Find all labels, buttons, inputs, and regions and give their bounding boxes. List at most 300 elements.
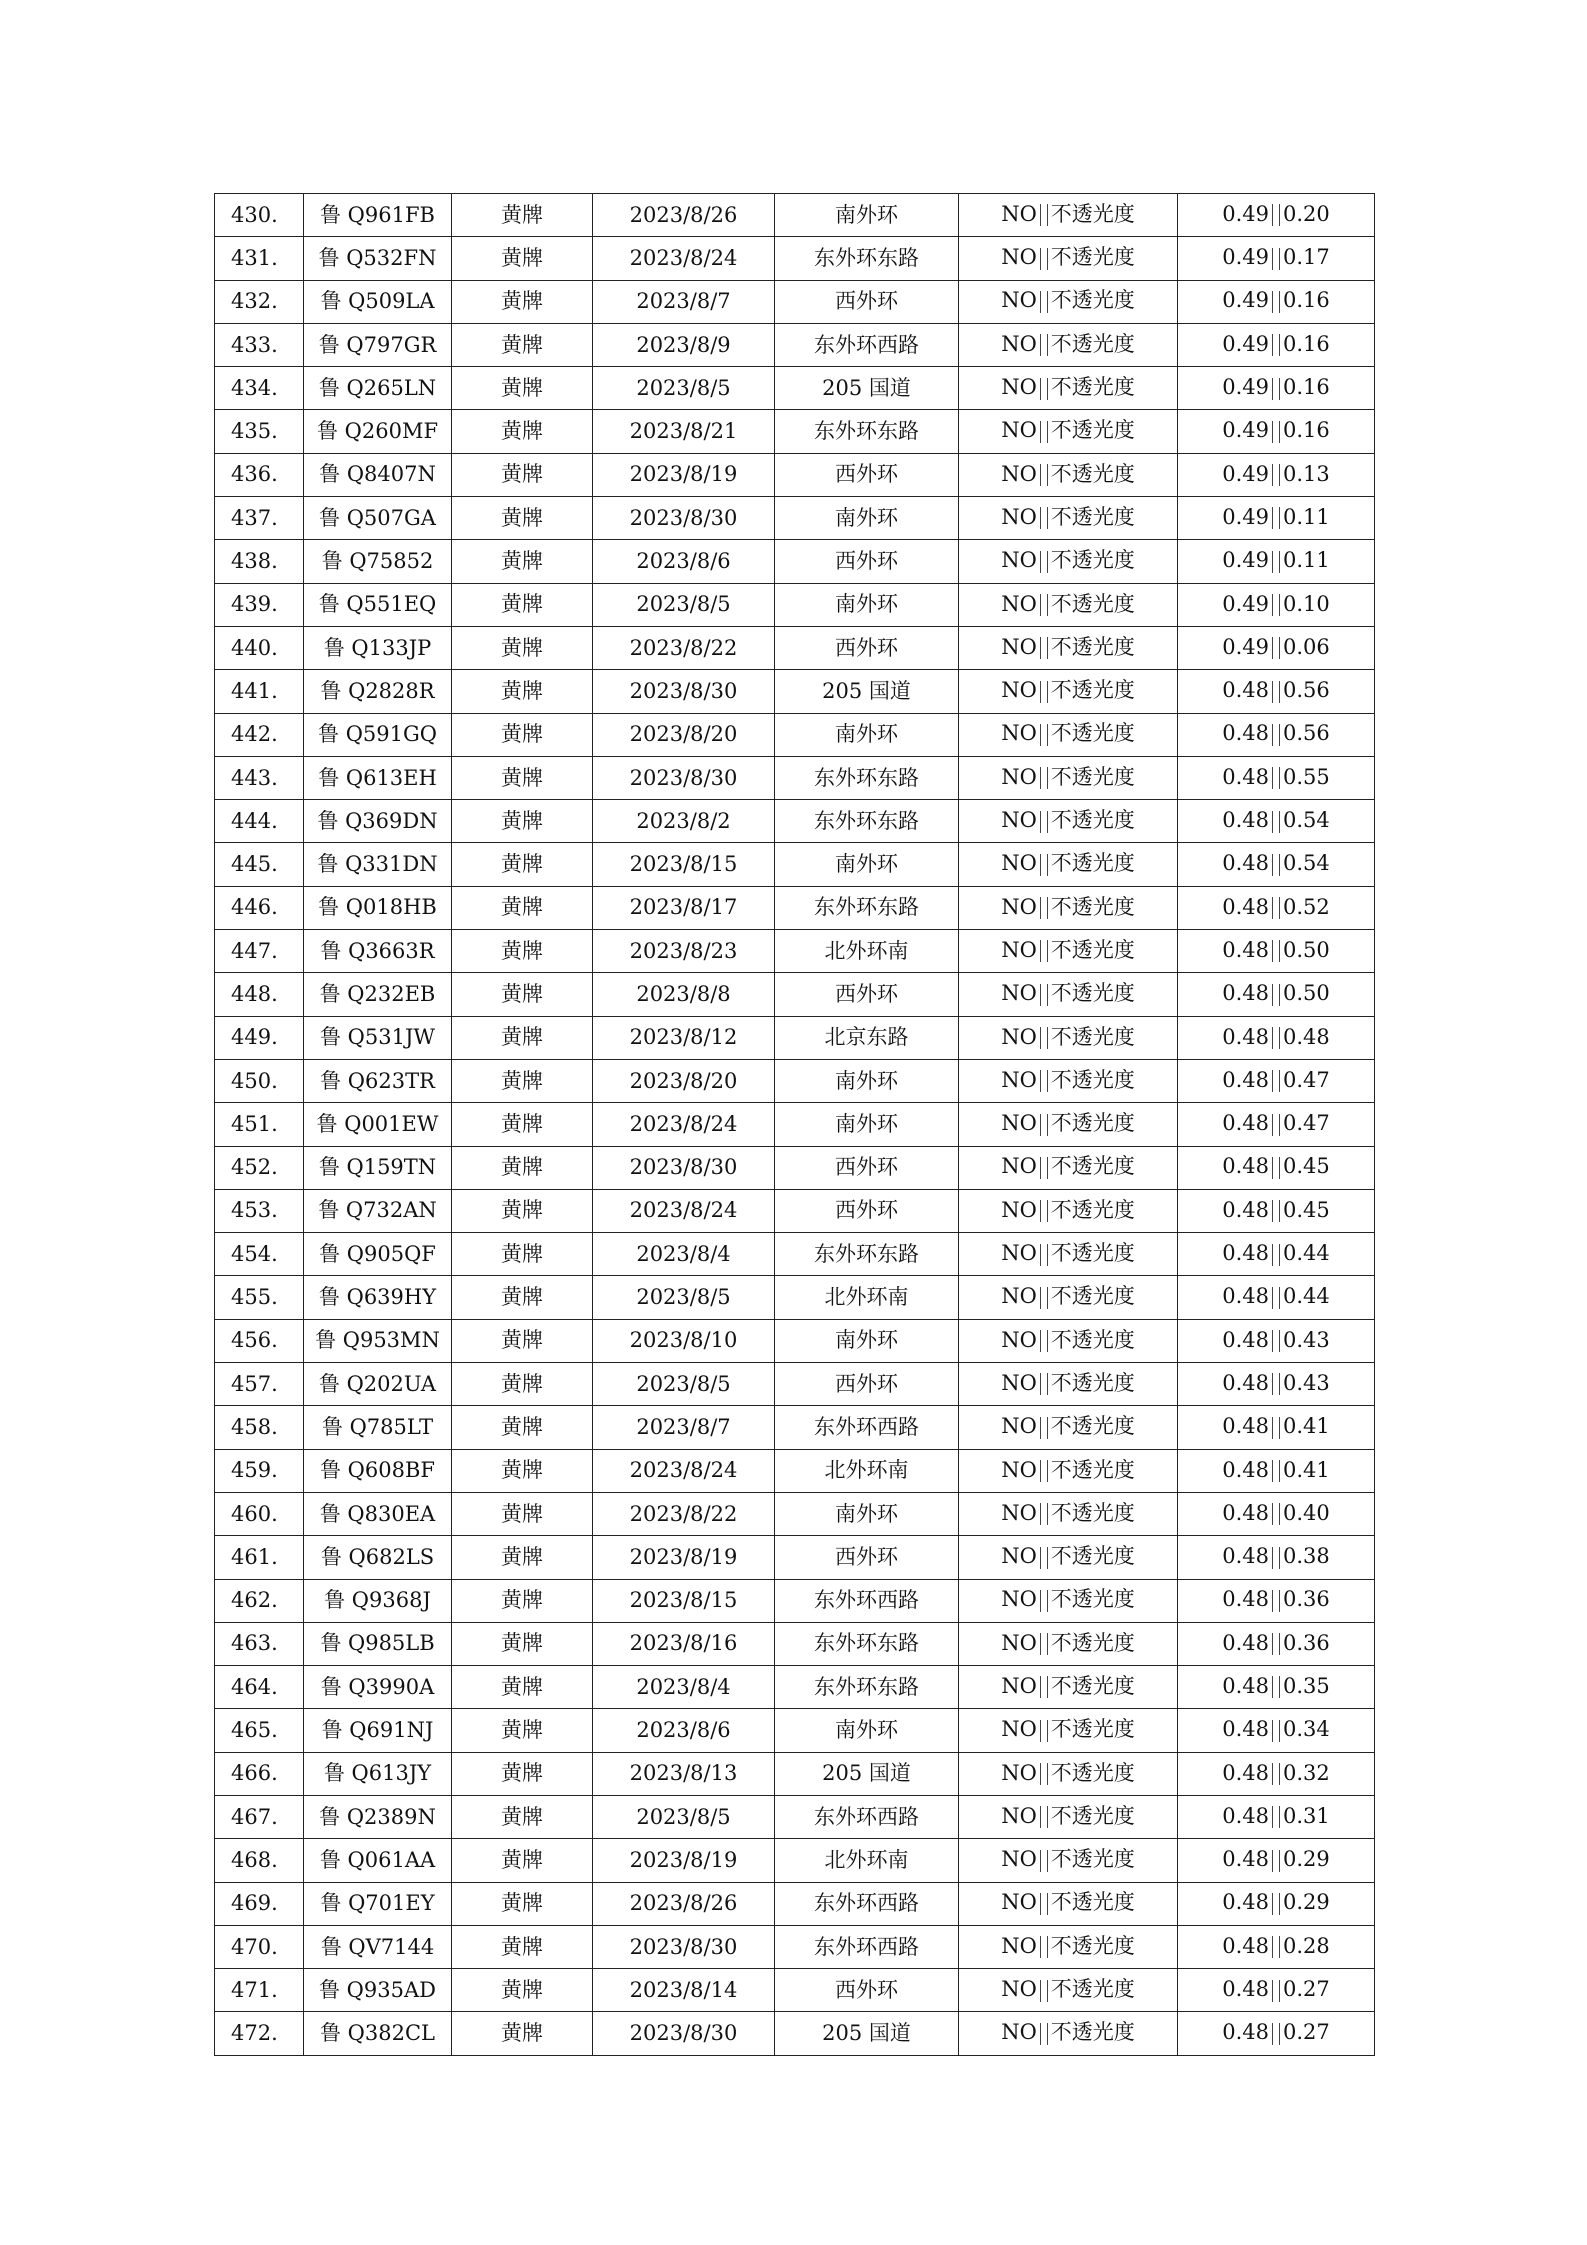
- separator-bar: [1279, 1633, 1280, 1655]
- measured-value: 0.56: [1283, 678, 1330, 703]
- plate-number: 鲁 Q682LS: [304, 1536, 452, 1579]
- separator-bar: [1047, 681, 1048, 703]
- separator-bar: [1040, 1547, 1041, 1569]
- separator-bar: [1040, 1070, 1041, 1092]
- separator-bar: [1047, 1893, 1048, 1915]
- measured-value: 0.56: [1283, 721, 1330, 746]
- result-cell: [959, 1406, 1178, 1449]
- limit-value: 0.49: [1222, 331, 1269, 356]
- separator-bar: [1047, 421, 1048, 443]
- separator-bar: [1272, 1330, 1273, 1352]
- limit-value: 0.49: [1222, 634, 1269, 659]
- measured-value: 0.29: [1283, 1847, 1330, 1872]
- plate-color: 黄牌: [452, 1666, 593, 1709]
- measured-value: 0.16: [1283, 288, 1330, 313]
- inspection-road: 东外环西路: [775, 1579, 959, 1622]
- measured-value: 0.45: [1283, 1197, 1330, 1222]
- row-index: 467.: [215, 1795, 304, 1838]
- result-cell: [959, 1969, 1178, 2012]
- row-index: 439.: [215, 583, 304, 626]
- plate-number: 鲁 Q018HB: [304, 886, 452, 929]
- row-index: 447.: [215, 930, 304, 973]
- table-row: [215, 1319, 1375, 1362]
- inspection-date: 2023/8/5: [593, 583, 775, 626]
- separator-bar: [1279, 1330, 1280, 1352]
- limit-value: 0.48: [1222, 678, 1269, 703]
- row-index: 431.: [215, 237, 304, 280]
- inspection-date: 2023/8/6: [593, 1709, 775, 1752]
- result-flag: NO: [1001, 937, 1037, 962]
- inspection-date: 2023/8/7: [593, 280, 775, 323]
- inspection-date: 2023/8/22: [593, 626, 775, 669]
- separator-bar: [1272, 811, 1273, 833]
- plate-color: 黄牌: [452, 453, 593, 496]
- table-row: [215, 1492, 1375, 1535]
- measured-value: 0.44: [1283, 1241, 1330, 1266]
- separator-bar: [1047, 1720, 1048, 1742]
- separator-bar: [1279, 940, 1280, 962]
- test-type: 不透光度: [1050, 1414, 1135, 1439]
- result-cell: [959, 1319, 1178, 1362]
- inspection-date: 2023/8/23: [593, 930, 775, 973]
- inspection-road: 南外环: [775, 713, 959, 756]
- plate-color: 黄牌: [452, 843, 593, 886]
- separator-bar: [1040, 248, 1041, 270]
- table-row: [215, 237, 1375, 280]
- separator-bar: [1272, 334, 1273, 356]
- result-cell: [959, 497, 1178, 540]
- separator-bar: [1040, 551, 1041, 573]
- limit-value: 0.49: [1222, 375, 1269, 400]
- result-flag: NO: [1001, 1154, 1037, 1179]
- inspection-date: 2023/8/30: [593, 1146, 775, 1189]
- row-index: 449.: [215, 1016, 304, 1059]
- result-cell: [959, 713, 1178, 756]
- result-flag: NO: [1001, 331, 1037, 356]
- separator-bar: [1047, 464, 1048, 486]
- plate-number: 鲁 Q9368J: [304, 1579, 452, 1622]
- separator-bar: [1279, 854, 1280, 876]
- plate-color: 黄牌: [452, 1016, 593, 1059]
- inspection-date: 2023/8/5: [593, 1276, 775, 1319]
- inspection-road: 205 国道: [775, 2012, 959, 2055]
- measure-cell: [1178, 1406, 1375, 1449]
- row-index: 451.: [215, 1103, 304, 1146]
- limit-value: 0.48: [1222, 1024, 1269, 1049]
- separator-bar: [1040, 1417, 1041, 1439]
- separator-bar: [1040, 1763, 1041, 1785]
- row-index: 455.: [215, 1276, 304, 1319]
- result-cell: [959, 1579, 1178, 1622]
- table-row: [215, 1059, 1375, 1102]
- limit-value: 0.49: [1222, 548, 1269, 573]
- result-flag: NO: [1001, 1544, 1037, 1569]
- separator-bar: [1040, 854, 1041, 876]
- limit-value: 0.48: [1222, 1327, 1269, 1352]
- inspection-road: 北外环南: [775, 930, 959, 973]
- measure-cell: [1178, 453, 1375, 496]
- table-row: [215, 1622, 1375, 1665]
- result-flag: NO: [1001, 851, 1037, 876]
- test-type: 不透光度: [1050, 1760, 1135, 1785]
- test-type: 不透光度: [1050, 1024, 1135, 1049]
- inspection-date: 2023/8/15: [593, 1579, 775, 1622]
- plate-color: 黄牌: [452, 1146, 593, 1189]
- plate-number: 鲁 Q202UA: [304, 1363, 452, 1406]
- result-flag: NO: [1001, 634, 1037, 659]
- test-type: 不透光度: [1050, 504, 1135, 529]
- measured-value: 0.38: [1283, 1544, 1330, 1569]
- table-row: [215, 367, 1375, 410]
- test-type: 不透光度: [1050, 1457, 1135, 1482]
- test-type: 不透光度: [1050, 461, 1135, 486]
- result-flag: NO: [1001, 375, 1037, 400]
- separator-bar: [1040, 897, 1041, 919]
- table-row: [215, 1146, 1375, 1189]
- plate-number: 鲁 Q591GQ: [304, 713, 452, 756]
- inspection-date: 2023/8/19: [593, 1839, 775, 1882]
- measure-cell: [1178, 1579, 1375, 1622]
- result-flag: NO: [1001, 1327, 1037, 1352]
- separator-bar: [1272, 421, 1273, 443]
- result-flag: NO: [1001, 1111, 1037, 1136]
- result-cell: [959, 323, 1178, 366]
- result-flag: NO: [1001, 721, 1037, 746]
- inspection-road: 西外环: [775, 540, 959, 583]
- plate-number: 鲁 Q531JW: [304, 1016, 452, 1059]
- separator-bar: [1040, 1850, 1041, 1872]
- separator-bar: [1040, 724, 1041, 746]
- row-index: 435.: [215, 410, 304, 453]
- separator-bar: [1279, 1980, 1280, 2002]
- inspection-date: 2023/8/30: [593, 1925, 775, 1968]
- separator-bar: [1040, 204, 1041, 226]
- inspection-road: 205 国道: [775, 367, 959, 410]
- separator-bar: [1040, 637, 1041, 659]
- separator-bar: [1047, 984, 1048, 1006]
- separator-bar: [1279, 1676, 1280, 1698]
- inspection-road: 南外环: [775, 1319, 959, 1362]
- inspection-road: 东外环西路: [775, 1925, 959, 1968]
- limit-value: 0.48: [1222, 1241, 1269, 1266]
- table-row: [215, 1449, 1375, 1492]
- row-index: 445.: [215, 843, 304, 886]
- measured-value: 0.29: [1283, 1890, 1330, 1915]
- separator-bar: [1272, 1980, 1273, 2002]
- separator-bar: [1040, 1720, 1041, 1742]
- separator-bar: [1047, 940, 1048, 962]
- inspection-date: 2023/8/30: [593, 756, 775, 799]
- plate-color: 黄牌: [452, 1276, 593, 1319]
- separator-bar: [1279, 1547, 1280, 1569]
- row-index: 463.: [215, 1622, 304, 1665]
- measure-cell: [1178, 1709, 1375, 1752]
- inspection-road: 205 国道: [775, 1752, 959, 1795]
- separator-bar: [1272, 1850, 1273, 1872]
- test-type: 不透光度: [1050, 851, 1135, 876]
- inspection-date: 2023/8/15: [593, 843, 775, 886]
- result-flag: NO: [1001, 1977, 1037, 2002]
- measured-value: 0.54: [1283, 851, 1330, 876]
- separator-bar: [1040, 594, 1041, 616]
- plate-number: 鲁 Q001EW: [304, 1103, 452, 1146]
- row-index: 440.: [215, 626, 304, 669]
- plate-color: 黄牌: [452, 323, 593, 366]
- separator-bar: [1040, 1893, 1041, 1915]
- measured-value: 0.48: [1283, 1024, 1330, 1049]
- measured-value: 0.47: [1283, 1111, 1330, 1136]
- separator-bar: [1272, 1806, 1273, 1828]
- separator-bar: [1279, 248, 1280, 270]
- measure-cell: [1178, 800, 1375, 843]
- inspection-road: 西外环: [775, 1146, 959, 1189]
- separator-bar: [1047, 1676, 1048, 1698]
- separator-bar: [1279, 1027, 1280, 1049]
- plate-color: 黄牌: [452, 930, 593, 973]
- measure-cell: [1178, 670, 1375, 713]
- table-row: [215, 583, 1375, 626]
- test-type: 不透光度: [1050, 1544, 1135, 1569]
- table-row: [215, 453, 1375, 496]
- result-cell: [959, 1103, 1178, 1146]
- separator-bar: [1279, 897, 1280, 919]
- inspection-road: 北外环南: [775, 1839, 959, 1882]
- table-row: [215, 843, 1375, 886]
- separator-bar: [1047, 1330, 1048, 1352]
- result-flag: NO: [1001, 548, 1037, 573]
- test-type: 不透光度: [1050, 591, 1135, 616]
- measure-cell: [1178, 886, 1375, 929]
- plate-color: 黄牌: [452, 1363, 593, 1406]
- result-flag: NO: [1001, 1890, 1037, 1915]
- measure-cell: [1178, 237, 1375, 280]
- row-index: 436.: [215, 453, 304, 496]
- test-type: 不透光度: [1050, 2020, 1135, 2045]
- separator-bar: [1272, 464, 1273, 486]
- separator-bar: [1279, 551, 1280, 573]
- inspection-date: 2023/8/10: [593, 1319, 775, 1362]
- separator-bar: [1047, 1503, 1048, 1525]
- row-index: 472.: [215, 2012, 304, 2055]
- measure-cell: [1178, 1622, 1375, 1665]
- result-cell: [959, 1925, 1178, 1968]
- test-type: 不透光度: [1050, 1067, 1135, 1092]
- plate-color: 黄牌: [452, 1709, 593, 1752]
- separator-bar: [1279, 1287, 1280, 1309]
- plate-number: 鲁 Q613JY: [304, 1752, 452, 1795]
- result-cell: [959, 930, 1178, 973]
- table-row: [215, 1016, 1375, 1059]
- limit-value: 0.48: [1222, 1284, 1269, 1309]
- table-row: [215, 1189, 1375, 1232]
- separator-bar: [1272, 940, 1273, 962]
- separator-bar: [1047, 767, 1048, 789]
- measure-cell: [1178, 1882, 1375, 1925]
- separator-bar: [1272, 1590, 1273, 1612]
- test-type: 不透光度: [1050, 721, 1135, 746]
- inspection-date: 2023/8/26: [593, 1882, 775, 1925]
- inspection-date: 2023/8/5: [593, 367, 775, 410]
- limit-value: 0.48: [1222, 1414, 1269, 1439]
- table-row: [215, 1579, 1375, 1622]
- separator-bar: [1047, 1070, 1048, 1092]
- separator-bar: [1047, 1417, 1048, 1439]
- table-row: [215, 930, 1375, 973]
- plate-color: 黄牌: [452, 497, 593, 540]
- inspection-date: 2023/8/19: [593, 453, 775, 496]
- separator-bar: [1279, 334, 1280, 356]
- separator-bar: [1047, 1114, 1048, 1136]
- test-type: 不透光度: [1050, 1197, 1135, 1222]
- row-index: 461.: [215, 1536, 304, 1579]
- separator-bar: [1279, 1806, 1280, 1828]
- test-type: 不透光度: [1050, 981, 1135, 1006]
- measure-cell: [1178, 1969, 1375, 2012]
- result-flag: NO: [1001, 1803, 1037, 1828]
- measure-cell: [1178, 1666, 1375, 1709]
- measured-value: 0.34: [1283, 1717, 1330, 1742]
- separator-bar: [1047, 1850, 1048, 1872]
- separator-bar: [1047, 334, 1048, 356]
- separator-bar: [1279, 1893, 1280, 1915]
- result-flag: NO: [1001, 1500, 1037, 1525]
- table-row: [215, 2012, 1375, 2055]
- measured-value: 0.10: [1283, 591, 1330, 616]
- separator-bar: [1279, 378, 1280, 400]
- measured-value: 0.36: [1283, 1587, 1330, 1612]
- test-type: 不透光度: [1050, 764, 1135, 789]
- result-flag: NO: [1001, 1197, 1037, 1222]
- test-type: 不透光度: [1050, 418, 1135, 443]
- limit-value: 0.48: [1222, 1067, 1269, 1092]
- separator-bar: [1279, 1417, 1280, 1439]
- test-type: 不透光度: [1050, 331, 1135, 356]
- inspection-road: 北外环南: [775, 1276, 959, 1319]
- table-row: [215, 1752, 1375, 1795]
- limit-value: 0.48: [1222, 1587, 1269, 1612]
- limit-value: 0.48: [1222, 1977, 1269, 2002]
- separator-bar: [1047, 1936, 1048, 1958]
- result-cell: [959, 237, 1178, 280]
- row-index: 452.: [215, 1146, 304, 1189]
- inspection-road: 西外环: [775, 1536, 959, 1579]
- plate-number: 鲁 Q159TN: [304, 1146, 452, 1189]
- separator-bar: [1272, 1503, 1273, 1525]
- separator-bar: [1047, 507, 1048, 529]
- measure-cell: [1178, 540, 1375, 583]
- table-row: [215, 1666, 1375, 1709]
- plate-color: 黄牌: [452, 1536, 593, 1579]
- measured-value: 0.11: [1283, 504, 1330, 529]
- table-row: [215, 886, 1375, 929]
- row-index: 454.: [215, 1233, 304, 1276]
- inspection-date: 2023/8/9: [593, 323, 775, 366]
- row-index: 471.: [215, 1969, 304, 2012]
- plate-number: 鲁 Q265LN: [304, 367, 452, 410]
- plate-number: 鲁 Q905QF: [304, 1233, 452, 1276]
- inspection-date: 2023/8/19: [593, 1536, 775, 1579]
- inspection-road: 205 国道: [775, 670, 959, 713]
- inspection-road: 南外环: [775, 194, 959, 237]
- separator-bar: [1040, 507, 1041, 529]
- measure-cell: [1178, 1016, 1375, 1059]
- separator-bar: [1279, 421, 1280, 443]
- inspection-road: 东外环东路: [775, 237, 959, 280]
- result-cell: [959, 1752, 1178, 1795]
- limit-value: 0.48: [1222, 1154, 1269, 1179]
- separator-bar: [1040, 1676, 1041, 1698]
- limit-value: 0.48: [1222, 721, 1269, 746]
- plate-number: 鲁 Q382CL: [304, 2012, 452, 2055]
- test-type: 不透光度: [1050, 288, 1135, 313]
- measured-value: 0.27: [1283, 2020, 1330, 2045]
- measure-cell: [1178, 280, 1375, 323]
- separator-bar: [1279, 637, 1280, 659]
- separator-bar: [1272, 1114, 1273, 1136]
- plate-color: 黄牌: [452, 800, 593, 843]
- plate-color: 黄牌: [452, 1103, 593, 1146]
- result-cell: [959, 973, 1178, 1016]
- inspection-road: 西外环: [775, 973, 959, 1016]
- separator-bar: [1272, 507, 1273, 529]
- separator-bar: [1047, 1244, 1048, 1266]
- result-cell: [959, 1016, 1178, 1059]
- table-row: [215, 800, 1375, 843]
- separator-bar: [1272, 1200, 1273, 1222]
- plate-number: 鲁 Q613EH: [304, 756, 452, 799]
- plate-number: 鲁 Q797GR: [304, 323, 452, 366]
- inspection-road: 东外环西路: [775, 323, 959, 366]
- limit-value: 0.49: [1222, 245, 1269, 270]
- result-cell: [959, 1059, 1178, 1102]
- measured-value: 0.32: [1283, 1760, 1330, 1785]
- separator-bar: [1040, 1936, 1041, 1958]
- limit-value: 0.48: [1222, 1197, 1269, 1222]
- result-flag: NO: [1001, 1024, 1037, 1049]
- plate-number: 鲁 Q608BF: [304, 1449, 452, 1492]
- separator-bar: [1272, 204, 1273, 226]
- separator-bar: [1272, 551, 1273, 573]
- measure-cell: [1178, 1363, 1375, 1406]
- inspection-road: 西外环: [775, 280, 959, 323]
- plate-number: 鲁 Q623TR: [304, 1059, 452, 1102]
- inspection-road: 南外环: [775, 497, 959, 540]
- result-cell: [959, 1146, 1178, 1189]
- measured-value: 0.35: [1283, 1673, 1330, 1698]
- separator-bar: [1279, 1763, 1280, 1785]
- separator-bar: [1272, 1893, 1273, 1915]
- plate-number: 鲁 Q532FN: [304, 237, 452, 280]
- table-row: [215, 713, 1375, 756]
- inspection-date: 2023/8/30: [593, 2012, 775, 2055]
- measured-value: 0.43: [1283, 1370, 1330, 1395]
- measure-cell: [1178, 583, 1375, 626]
- limit-value: 0.48: [1222, 1673, 1269, 1698]
- separator-bar: [1279, 1200, 1280, 1222]
- result-cell: [959, 194, 1178, 237]
- separator-bar: [1272, 2023, 1273, 2045]
- inspection-road: 东外环东路: [775, 1622, 959, 1665]
- result-flag: NO: [1001, 1067, 1037, 1092]
- table-row: [215, 1276, 1375, 1319]
- plate-color: 黄牌: [452, 583, 593, 626]
- separator-bar: [1279, 204, 1280, 226]
- result-flag: NO: [1001, 461, 1037, 486]
- plate-number: 鲁 Q133JP: [304, 626, 452, 669]
- plate-number: 鲁 Q232EB: [304, 973, 452, 1016]
- result-flag: NO: [1001, 591, 1037, 616]
- measure-cell: [1178, 1319, 1375, 1362]
